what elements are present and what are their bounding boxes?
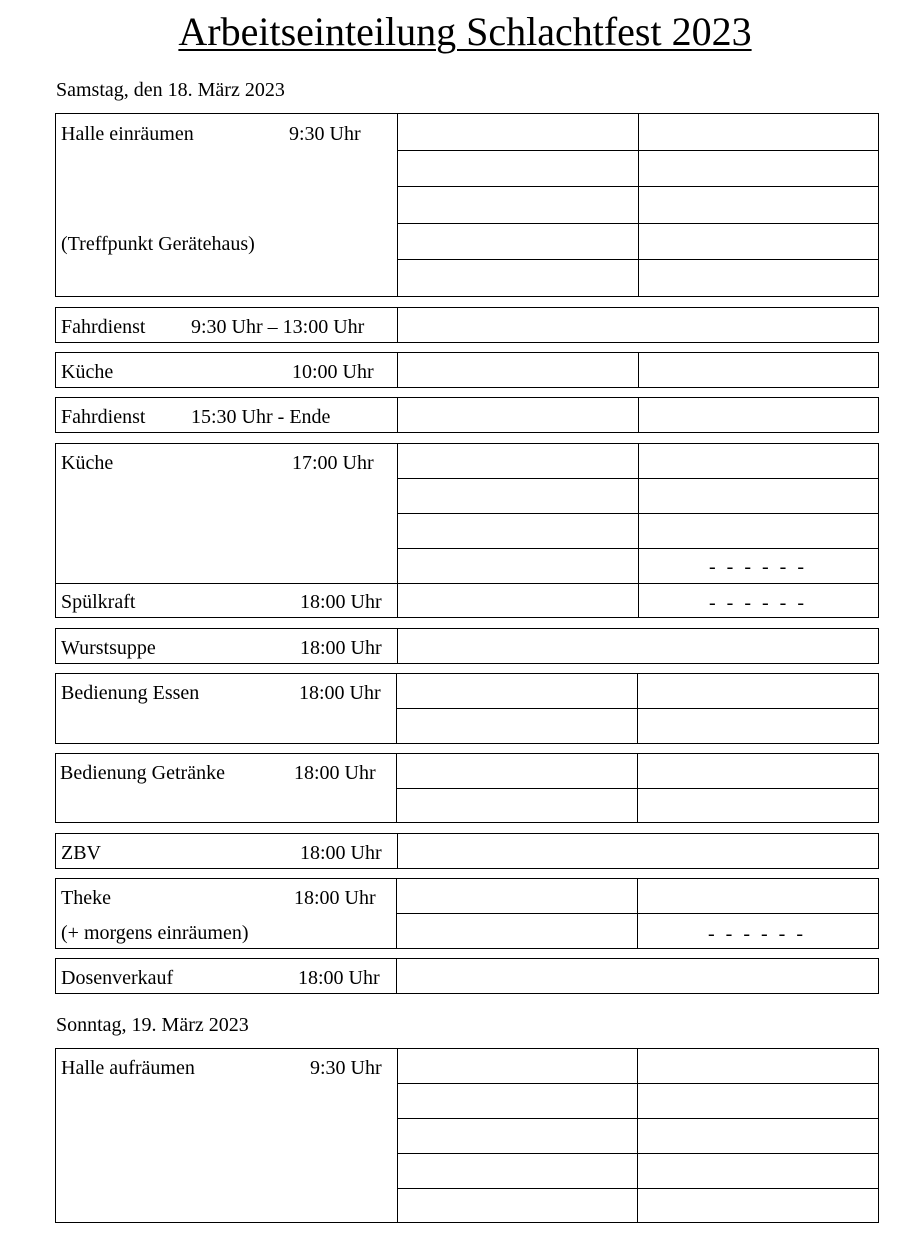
block-theke (55, 878, 879, 949)
saturday-date-heading: Samstag, den 18. März 2023 (56, 79, 285, 101)
column-divider (638, 114, 639, 296)
placeholder-dashes: - - - - - - (708, 923, 806, 945)
row-divider (397, 1083, 878, 1084)
row-divider (397, 259, 878, 260)
column-divider (397, 398, 398, 432)
row-divider (397, 1153, 878, 1154)
block-dosenverkauf (55, 958, 879, 994)
task-label: Küche (61, 361, 114, 383)
time-label: 18:00 Uhr (300, 842, 382, 864)
row-divider (396, 788, 878, 789)
column-divider (397, 444, 398, 617)
block-fahrdienst-evening (55, 397, 879, 433)
block-fahrdienst-morning (55, 307, 879, 343)
column-divider (397, 353, 398, 387)
row-divider (397, 1188, 878, 1189)
column-divider (397, 834, 398, 868)
task-label: Dosenverkauf (61, 967, 174, 989)
block-wurstsuppe (55, 628, 879, 664)
column-divider (396, 959, 397, 993)
block-halle-aufraeumen (55, 1048, 879, 1223)
time-label: 9:30 Uhr (289, 123, 361, 145)
column-divider (638, 398, 639, 432)
row-divider (397, 478, 878, 479)
row-divider (56, 583, 878, 584)
column-divider (638, 353, 639, 387)
row-divider (397, 223, 878, 224)
placeholder-dashes: - - - - - - (709, 556, 807, 578)
task-label: Küche (61, 452, 114, 474)
time-label: 18:00 Uhr (294, 887, 376, 909)
time-label: 9:30 Uhr (310, 1057, 382, 1079)
task-label: Fahrdienst (61, 316, 146, 338)
time-label: 18:00 Uhr (300, 637, 382, 659)
note-label: (Treffpunkt Gerätehaus) (61, 233, 255, 255)
placeholder-dashes: - - - - - - (709, 592, 807, 614)
column-divider (397, 1049, 398, 1222)
row-divider (397, 186, 878, 187)
note-label: (+ morgens einräumen) (61, 922, 249, 944)
row-divider (397, 513, 878, 514)
row-divider (396, 913, 878, 914)
time-label: 18:00 Uhr (294, 762, 376, 784)
task-label: Theke (61, 887, 111, 909)
task-label: Fahrdienst (61, 406, 146, 428)
task-label: Halle aufräumen (61, 1057, 195, 1079)
time-label: 15:30 Uhr - Ende (191, 406, 331, 428)
time-label: 18:00 Uhr (300, 591, 382, 613)
block-kueche-morning (55, 352, 879, 388)
column-divider (638, 444, 639, 617)
time-label: 18:00 Uhr (299, 682, 381, 704)
sunday-date-heading: Sonntag, 19. März 2023 (56, 1014, 249, 1036)
task-label: Wurstsuppe (61, 637, 156, 659)
task-label: Spülkraft (61, 591, 136, 613)
block-bedienung-essen (55, 673, 879, 744)
row-divider (397, 1118, 878, 1119)
page-title: Arbeitseinteilung Schlachtfest 2023 (178, 9, 752, 54)
time-label: 18:00 Uhr (298, 967, 380, 989)
task-label: Halle einräumen (61, 123, 194, 145)
row-divider (397, 150, 878, 151)
column-divider (397, 629, 398, 663)
block-halle-einraeumen (55, 113, 879, 297)
block-kueche-evening (55, 443, 879, 618)
column-divider (637, 1049, 638, 1222)
block-zbv (55, 833, 879, 869)
block-bedienung-getraenke (55, 753, 879, 823)
column-divider (397, 114, 398, 296)
row-divider (396, 708, 878, 709)
task-label: Bedienung Getränke (60, 762, 225, 784)
time-label: 17:00 Uhr (292, 452, 374, 474)
time-label: 10:00 Uhr (292, 361, 374, 383)
column-divider (397, 308, 398, 342)
time-label: 9:30 Uhr – 13:00 Uhr (191, 316, 365, 338)
row-divider (397, 548, 878, 549)
task-label: ZBV (61, 842, 101, 864)
task-label: Bedienung Essen (61, 682, 200, 704)
